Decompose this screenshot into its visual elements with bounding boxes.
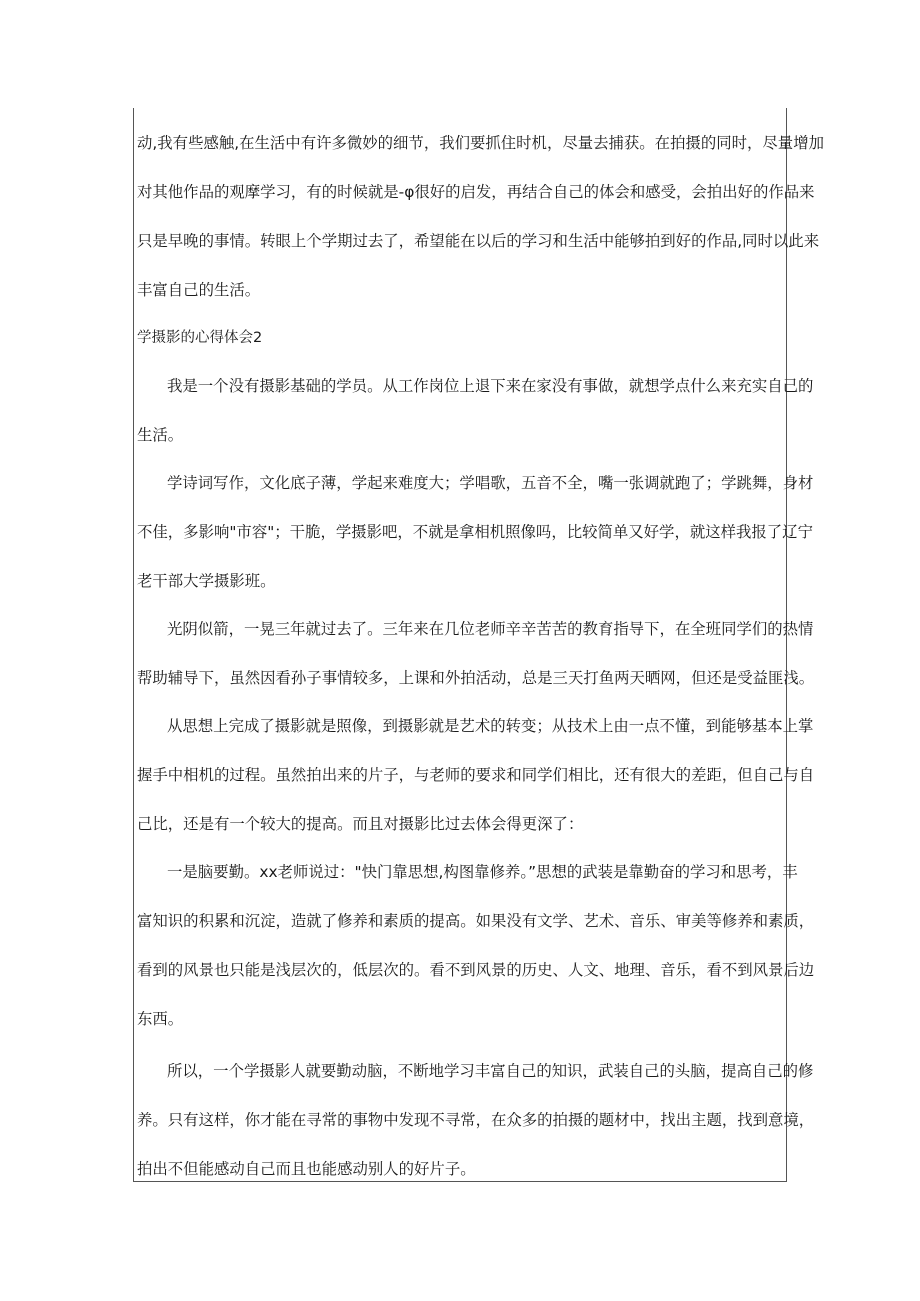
paragraph-line: 拍出不但能感动自己而且也能感动别人的好片子。 [137, 1160, 476, 1178]
paragraph-line: 从思想上完成了摄影就是照像，到摄影就是艺术的转变；从技术上由一点不懂，到能够基本上掌 [167, 717, 814, 735]
paragraph-line: 所以，一个学摄影人就要勤动脑，不断地学习丰富自己的知识，武装自己的头脑，提高自己的修 [167, 1062, 814, 1080]
paragraph-line: 东西。 [137, 1010, 184, 1028]
paragraph-line: 光阴似箭，一晃三年就过去了。三年来在几位老师辛辛苦苦的教育指导下，在全班同学们的热情 [167, 620, 814, 638]
paragraph-line: 学诗词写作，文化底子薄，学起来难度大；学唱歌，五音不全，嘴一张调就跑了；学跳舞，身材 [167, 474, 814, 492]
section-heading: 学摄影的心得体会2 [137, 330, 263, 346]
paragraph-line: 只是早晚的事情。转眼上个学期过去了，希望能在以后的学习和生活中能够拍到好的作品,同时以此来 [137, 232, 820, 250]
paragraph-line: 不佳，多影响"市容"；干脆，学摄影吧，不就是拿相机照像吗，比较简单又好学，就这样我报了辽宁 [137, 523, 813, 541]
paragraph-line: 生活。 [137, 426, 184, 444]
paragraph-line: 我是一个没有摄影基础的学员。从工作岗位上退下来在家没有事做，就想学点什么来充实自己的 [167, 377, 814, 395]
paragraph-line: 握手中相机的过程。虽然拍出来的片子，与老师的要求和同学们相比，还有很大的差距，但自己与自 [137, 766, 815, 784]
paragraph-line: 动,我有些感触,在生活中有许多微妙的细节，我们要抓住时机，尽量去捕获。在拍摄的同时，尽量增加 [137, 134, 824, 152]
paragraph-line: 己比，还是有一个较大的提高。而且对摄影比过去体会得更深了： [137, 815, 584, 833]
paragraph-line: 一是脑要勤。xx老师说过："快门靠思想,构图靠修养。”思想的武装是靠勤奋的学习和思考，丰 [167, 863, 798, 881]
paragraph-line: 丰富自己的生活。 [137, 281, 261, 299]
paragraph-line: 对其他作品的观摩学习，有的时候就是-φ很好的启发，再结合自己的体会和感受，会拍出好的作品来 [137, 183, 815, 201]
paragraph-line: 老干部大学摄影班。 [137, 572, 276, 590]
paragraph-line: 帮助辅导下，虽然因看孙子事情较多，上课和外拍活动，总是三天打鱼两天晒网，但还是受益匪浅。 [137, 669, 815, 687]
paragraph-line: 富知识的积累和沉淀，造就了修养和素质的提高。如果没有文学、艺术、音乐、审美等修养和素质， [137, 912, 815, 930]
paragraph-line: 养。只有这样，你才能在寻常的事物中发现不寻常，在众多的拍摄的题材中，找出主题，找到意境， [137, 1111, 815, 1129]
paragraph-line: 看到的风景也只能是浅层次的，低层次的。看不到风景的历史、人文、地理、音乐，看不到风景后边 [137, 961, 815, 979]
